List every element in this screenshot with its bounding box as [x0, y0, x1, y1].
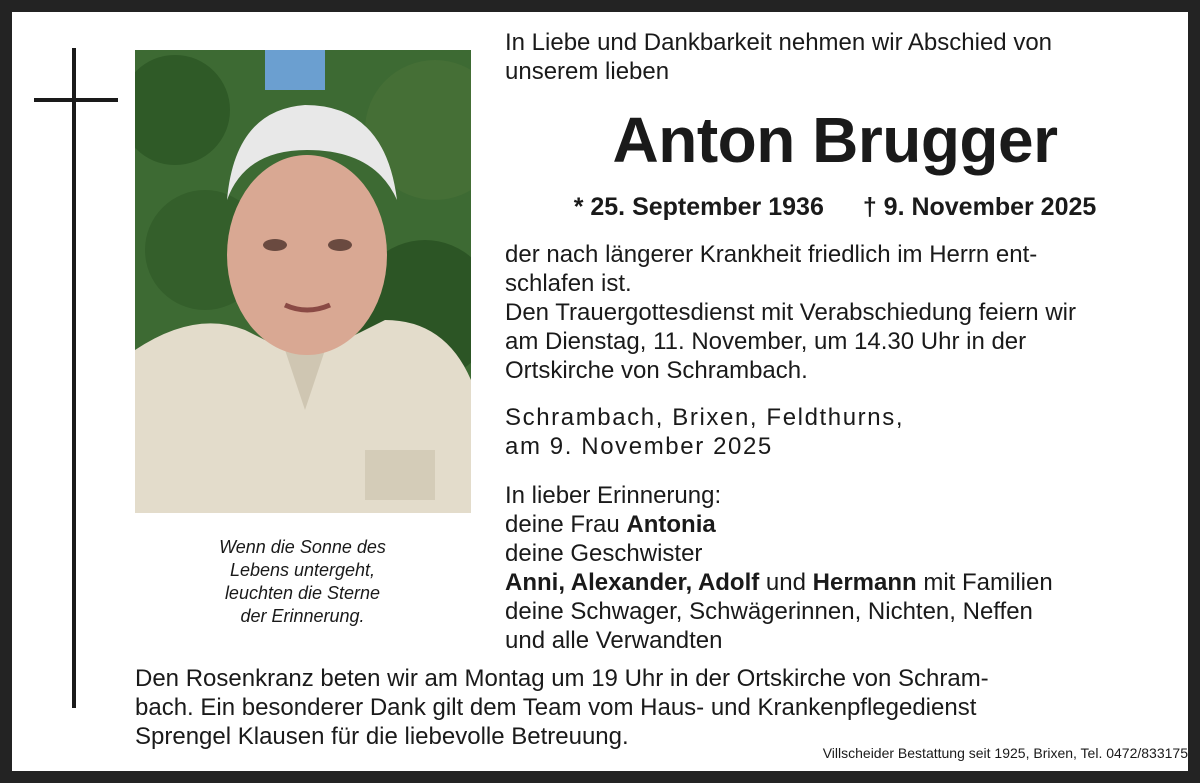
family-siblings [505, 568, 1165, 597]
birth-date: * 25. September 1936 [573, 193, 824, 221]
intro-line: unserem lieben [505, 58, 670, 85]
rosary-notice [135, 664, 1165, 751]
announcement-line: Ortskirche von Schrambach. [505, 357, 808, 384]
wife-name: Antonia [626, 511, 716, 538]
announcement-text [505, 240, 1165, 385]
deceased-name: Anton Brugger [612, 104, 1058, 176]
announcement-line: Den Trauergottesdienst mit Verabschiedung feiern wir [505, 299, 1076, 326]
quote-line: leuchten die Sterne [224, 583, 381, 603]
family-siblings-label: deine Geschwister [505, 540, 703, 567]
intro-text [505, 28, 1175, 86]
quote-line: der Erinnerung. [240, 606, 365, 626]
places-line: Schrambach, Brixen, Feldthurns, [505, 404, 905, 431]
family-label: deine Frau [505, 511, 627, 538]
intro-line: In Liebe und Dankbarkeit nehmen wir Abschied von [505, 29, 1053, 56]
portrait-photo [135, 50, 471, 513]
family-list [505, 481, 1165, 655]
death-date: † 9. November 2025 [862, 193, 1097, 221]
life-dates [505, 190, 1165, 224]
sibling-name: Hermann [812, 569, 917, 596]
family-relatives: und alle Verwandten [505, 627, 723, 654]
family-heading: In lieber Erinnerung: [505, 482, 722, 509]
memorial-quote [175, 536, 430, 628]
family-wife [505, 510, 1165, 539]
rosary-line: Den Rosenkranz beten wir am Montag um 19 Uhr in der Ortskirche von Schram- [135, 665, 989, 692]
quote-line: Wenn die Sonne des [219, 537, 386, 557]
family-inlaws: deine Schwager, Schwägerinnen, Nichten, Neffen [505, 598, 1033, 625]
quote-line: Lebens untergeht, [229, 560, 376, 580]
cross-icon-vertical [72, 48, 76, 708]
rosary-line: Sprengel Klausen für die liebevolle Betreuung. [135, 723, 629, 750]
announcement-line: schlafen ist. [505, 270, 632, 297]
announcement-line: am Dienstag, 11. November, um 14.30 Uhr in der [505, 328, 1027, 355]
conjunction: und [759, 569, 813, 596]
funeral-home-credit: Villscheider Bestattung seit 1925, Brixen, Tel. 0472/833175 [822, 745, 1188, 761]
place-date [505, 403, 1165, 461]
announcement-line: der nach längerer Krankheit friedlich im Herrn ent- [505, 241, 1038, 268]
cross-icon-horizontal [34, 98, 118, 102]
rosary-line: bach. Ein besonderer Dank gilt dem Team vom Haus- und Krankenpflegedienst [135, 694, 977, 721]
date-line: am 9. November 2025 [505, 433, 773, 460]
family-suffix: mit Familien [916, 569, 1053, 596]
sibling-names: Anni, Alexander, Adolf [505, 569, 760, 596]
